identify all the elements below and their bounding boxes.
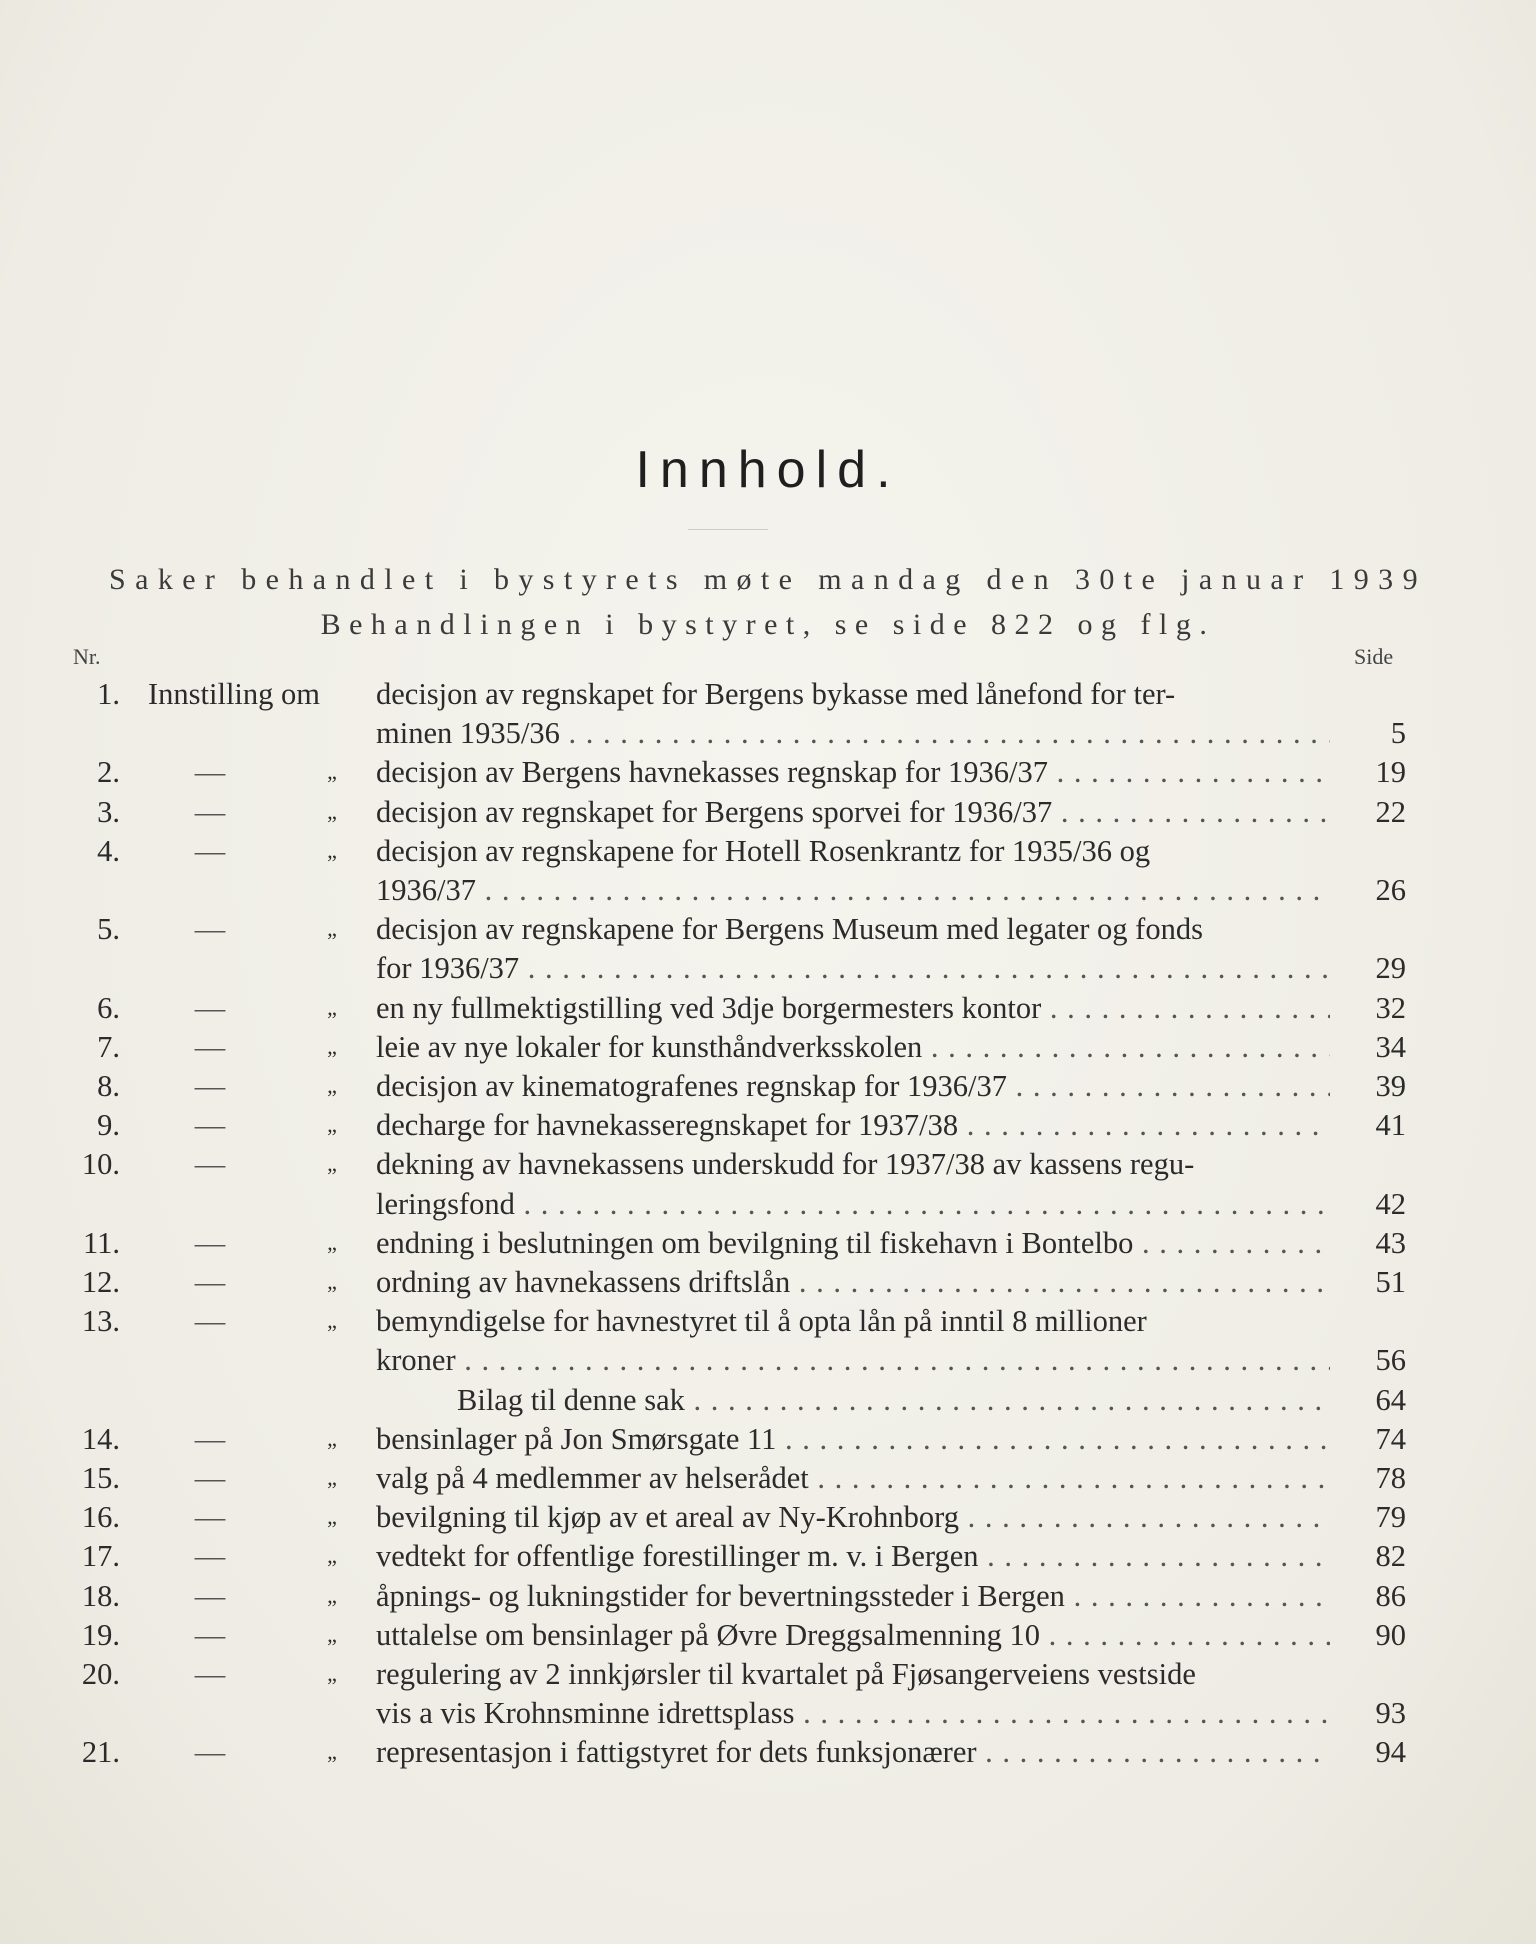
- ditto-mark: „: [327, 994, 337, 1020]
- page-number: 43: [1375, 1225, 1406, 1260]
- subtitle-meeting: Saker behandlet i bystyrets møte mandag den 30te januar 1939: [109, 563, 1427, 596]
- title-divider: [688, 529, 768, 530]
- toc-line: [0, 948, 1536, 988]
- item-description: leringsfond . . .: [376, 1184, 1330, 1224]
- item-description: vedtekt for offentlige forestillinger m. v. i Bergen . . .: [376, 1536, 1330, 1576]
- item-number: 16.: [81, 1500, 120, 1535]
- ditto-mark: „: [327, 1033, 337, 1059]
- ditto-mark: „: [327, 759, 337, 785]
- toc-line: [0, 1419, 1536, 1459]
- ditto-mark: „: [327, 916, 337, 942]
- page-number: 79: [1375, 1500, 1406, 1535]
- item-description: åpnings- og lukningstider for bevertningssteder i Bergen . . .: [376, 1576, 1330, 1616]
- toc-line: [0, 1693, 1536, 1733]
- toc-line: [0, 1184, 1536, 1224]
- item-number: 19.: [81, 1617, 120, 1652]
- toc-line: [0, 1380, 1536, 1420]
- ditto-mark: „: [327, 1151, 337, 1177]
- ditto-mark: „: [327, 1582, 337, 1608]
- toc-line: [0, 1144, 1536, 1184]
- toc-line: [0, 1576, 1536, 1616]
- item-description: decisjon av kinematografenes regnskap for 1936/37 . . .: [376, 1066, 1330, 1106]
- ditto-dash: —: [194, 794, 226, 829]
- page-number: 64: [1375, 1382, 1406, 1417]
- column-header-side: Side: [1354, 644, 1394, 669]
- item-description: en ny fullmektigstilling ved 3dje borgermesters kontor . . .: [376, 988, 1330, 1028]
- ditto-mark: „: [327, 1229, 337, 1255]
- ditto-dash: —: [194, 1578, 226, 1613]
- item-description: kroner . . .: [376, 1340, 1330, 1380]
- toc-line: [0, 1458, 1536, 1498]
- ditto-dash: —: [194, 1069, 226, 1103]
- item-description: vis a vis Krohnsminne idrettsplass . . .: [376, 1693, 1330, 1733]
- ditto-mark: „: [327, 837, 337, 863]
- page-number: 41: [1375, 1108, 1406, 1143]
- item-description: decisjon av Bergens havnekasses regnskap for 1936/37 . . .: [376, 752, 1330, 792]
- page-title: Innhold.: [635, 441, 901, 499]
- item-description: 1936/37 . . .: [376, 870, 1330, 910]
- page-number: 32: [1375, 990, 1406, 1025]
- item-description: leie av nye lokaler for kunsthåndverksskolen . . .: [376, 1027, 1330, 1067]
- item-number: 18.: [81, 1578, 120, 1613]
- item-number: 20.: [81, 1657, 120, 1691]
- item-number: 3.: [97, 794, 120, 829]
- page-number: 22: [1375, 794, 1406, 829]
- item-description: decharge for havnekasseregnskapet for 1937/38 . . .: [376, 1105, 1330, 1145]
- item-number: 4.: [97, 833, 120, 868]
- ditto-mark: „: [327, 1465, 337, 1490]
- toc-line: [0, 1654, 1536, 1694]
- ditto-dash: —: [194, 912, 226, 947]
- toc-line: [0, 831, 1536, 871]
- item-description: representasjon i fattigstyret for dets funksjonærer . . .: [376, 1732, 1330, 1772]
- toc-line: [0, 909, 1536, 949]
- item-number: 11.: [83, 1225, 120, 1260]
- ditto-dash: —: [194, 1421, 226, 1456]
- item-number: 9.: [97, 1108, 120, 1143]
- ditto-mark: „: [327, 1661, 337, 1686]
- ditto-dash: —: [194, 1225, 226, 1260]
- toc-line: [0, 1732, 1536, 1772]
- item-number: 5.: [97, 912, 120, 947]
- item-number: 7.: [97, 1029, 120, 1064]
- item-number: 14.: [81, 1421, 120, 1456]
- ditto-dash: —: [194, 1500, 226, 1535]
- ditto-mark: „: [327, 1543, 337, 1569]
- item-description: minen 1935/36 . . .: [376, 713, 1330, 753]
- ditto-dash: —: [194, 1735, 226, 1770]
- item-description: bensinlager på Jon Smørsgate 11 . . .: [376, 1419, 1330, 1459]
- item-number: 8.: [97, 1069, 120, 1103]
- page-number: 42: [1375, 1186, 1406, 1221]
- toc-line: [0, 1615, 1536, 1655]
- toc-line: [0, 1027, 1536, 1067]
- toc-line: [0, 713, 1536, 753]
- toc-line: [0, 674, 1536, 714]
- ditto-mark: „: [327, 1112, 337, 1138]
- item-number: 13.: [81, 1304, 120, 1339]
- item-description: decisjon av regnskapet for Bergens sporvei for 1936/37 . . .: [376, 792, 1330, 832]
- ditto-dash: —: [194, 1617, 226, 1652]
- toc-line: [0, 1497, 1536, 1537]
- item-number: 21.: [81, 1735, 120, 1770]
- item-description: endning i beslutningen om bevilgning til fiskehavn i Bontelbo . . .: [376, 1223, 1330, 1263]
- page-number: 56: [1375, 1343, 1406, 1378]
- item-number: 1.: [97, 677, 120, 711]
- item-description: uttalelse om bensinlager på Øvre Dreggsalmenning 10 . . .: [376, 1615, 1330, 1655]
- ditto-dash: —: [194, 1539, 226, 1574]
- item-number: 10.: [81, 1147, 120, 1182]
- item-number: 17.: [81, 1539, 120, 1574]
- toc-line: [0, 1262, 1536, 1302]
- toc-line: [0, 792, 1536, 832]
- subtitle-reference: Behandlingen i bystyret, se side 822 og flg.: [320, 608, 1216, 641]
- ditto-dash: —: [194, 990, 226, 1025]
- item-description: dekning av havnekassens underskudd for 1937/38 av kassens regu-: [376, 1147, 1195, 1182]
- page-number: 51: [1375, 1265, 1406, 1299]
- ditto-dash: —: [194, 1304, 226, 1339]
- attachment-description: Bilag til denne sak . . .: [457, 1380, 1330, 1420]
- item-description: decisjon av regnskapet for Bergens bykasse med lånefond for ter-: [376, 677, 1176, 711]
- column-header-nr: Nr.: [73, 644, 101, 669]
- page-number: 94: [1375, 1735, 1406, 1770]
- page-number: 19: [1375, 755, 1406, 790]
- toc-line: [0, 752, 1536, 792]
- item-number: 2.: [97, 755, 120, 790]
- ditto-mark: „: [327, 798, 337, 824]
- ditto-mark: „: [327, 1269, 337, 1294]
- ditto-dash: —: [194, 1147, 226, 1182]
- item-number: 12.: [81, 1265, 120, 1299]
- ditto-dash: —: [194, 755, 226, 790]
- page-number: 93: [1375, 1696, 1406, 1731]
- ditto-dash: —: [194, 1265, 226, 1299]
- page-number: 34: [1375, 1029, 1406, 1064]
- toc-line: [0, 1105, 1536, 1145]
- item-number: 15.: [81, 1461, 120, 1495]
- item-description: ordning av havnekassens driftslån . . .: [376, 1262, 1330, 1302]
- page-number: 29: [1375, 951, 1406, 986]
- toc-line: [0, 1340, 1536, 1380]
- item-description: bevilgning til kjøp av et areal av Ny-Krohnborg . . .: [376, 1497, 1330, 1537]
- ditto-mark: „: [327, 1739, 337, 1765]
- ditto-dash: —: [194, 1657, 226, 1691]
- ditto-mark: „: [327, 1621, 337, 1647]
- page-number: 90: [1375, 1617, 1406, 1652]
- page-number: 5: [1390, 716, 1406, 751]
- toc-line: [0, 1066, 1536, 1106]
- item-number: 6.: [97, 990, 120, 1025]
- ditto-mark: „: [327, 1504, 337, 1530]
- item-description: decisjon av regnskapene for Hotell Rosenkrantz for 1935/36 og: [376, 833, 1151, 868]
- toc-line: [0, 1536, 1536, 1576]
- item-lead-text: Innstilling om: [148, 677, 320, 711]
- page-number: 74: [1375, 1421, 1406, 1456]
- ditto-mark: „: [327, 1073, 337, 1098]
- toc-line: [0, 1223, 1536, 1263]
- ditto-dash: —: [194, 833, 226, 868]
- page-number: 82: [1375, 1539, 1406, 1574]
- item-description: for 1936/37 . . .: [376, 948, 1330, 988]
- toc-line: [0, 1301, 1536, 1341]
- page-number: 78: [1375, 1461, 1406, 1495]
- item-description: decisjon av regnskapene for Bergens Museum med legater og fonds: [376, 912, 1203, 947]
- ditto-mark: „: [327, 1425, 337, 1451]
- item-description: regulering av 2 innkjørsler til kvartalet på Fjøsangerveiens vestside: [376, 1657, 1196, 1691]
- page-number: 86: [1375, 1578, 1406, 1613]
- ditto-dash: —: [194, 1029, 226, 1064]
- toc-line: [0, 870, 1536, 910]
- page-number: 39: [1375, 1069, 1406, 1103]
- ditto-dash: —: [194, 1108, 226, 1143]
- ditto-dash: —: [194, 1461, 226, 1495]
- page-number: 26: [1375, 873, 1406, 907]
- item-description: valg på 4 medlemmer av helserådet . . .: [376, 1458, 1330, 1498]
- toc-line: [0, 988, 1536, 1028]
- item-description: bemyndigelse for havnestyret til å opta lån på inntil 8 millioner: [376, 1304, 1147, 1339]
- ditto-mark: „: [327, 1308, 337, 1334]
